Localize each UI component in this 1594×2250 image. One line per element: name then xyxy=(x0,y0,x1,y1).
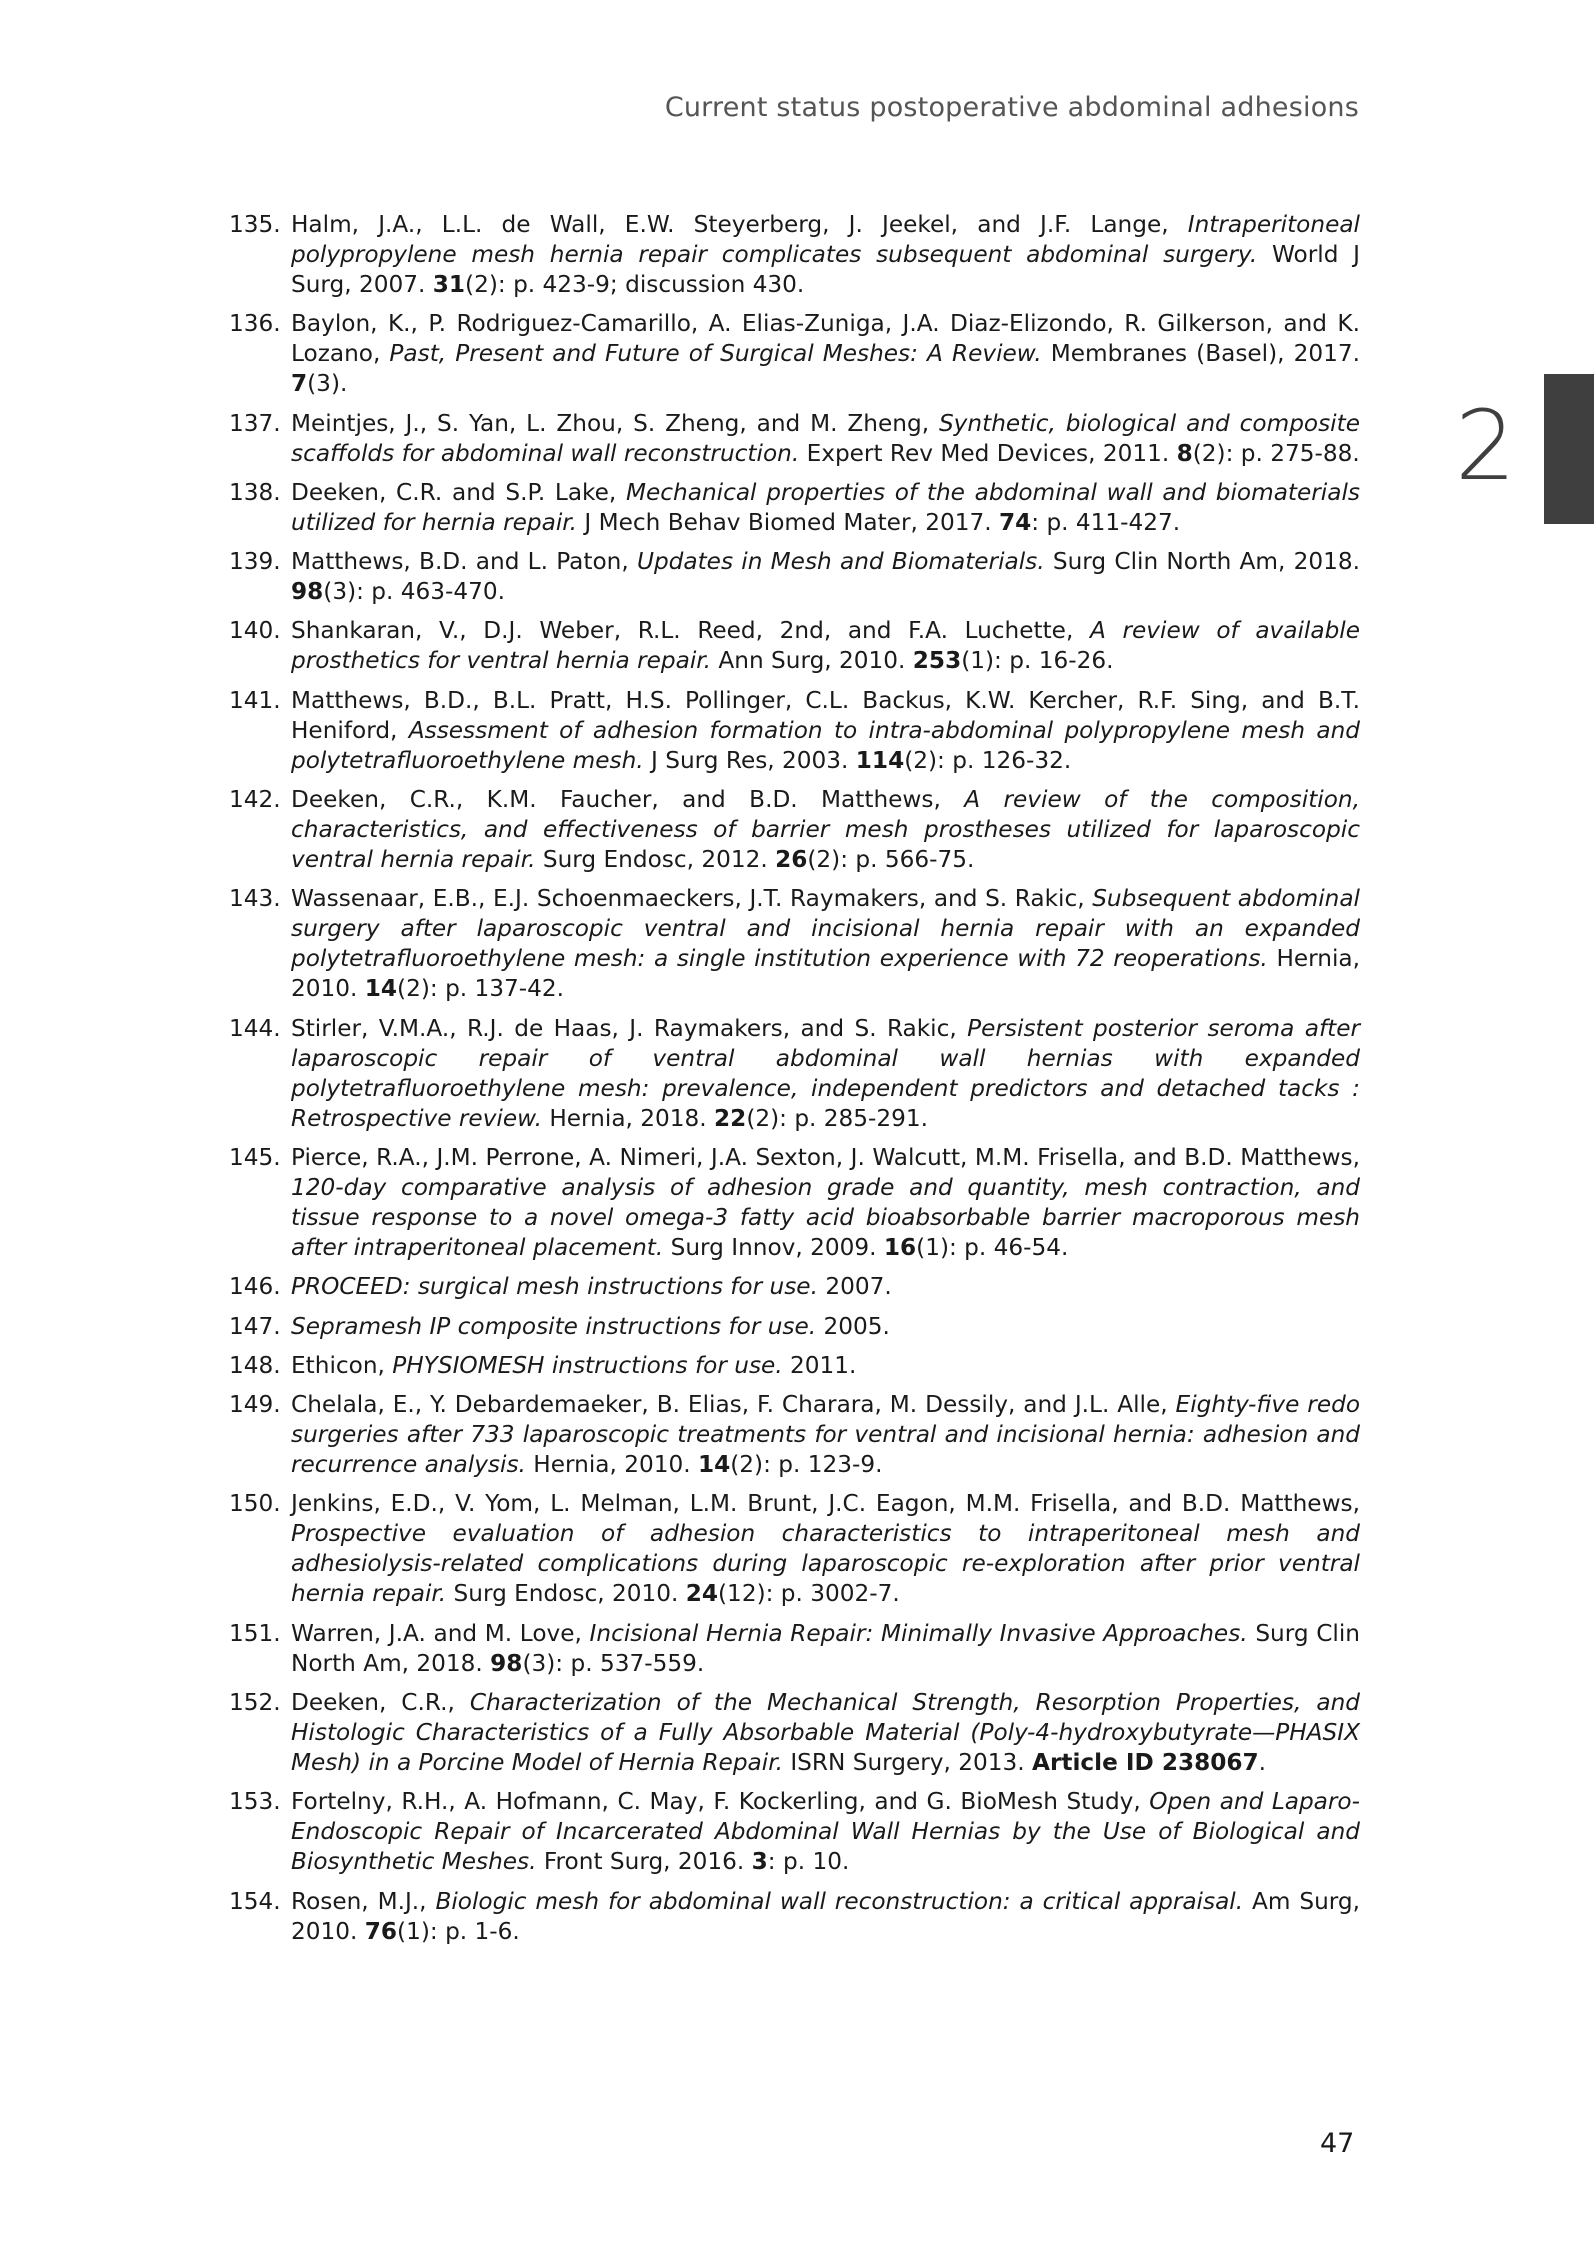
reference-pages: (2): p. 275-88. xyxy=(1192,439,1360,467)
reference-item xyxy=(229,686,1360,776)
reference-item xyxy=(229,1688,1360,1778)
reference-source: Hernia, 2010. xyxy=(291,945,1360,1003)
reference-title: Subsequent abdominal surgery after laparoscopic ventral and incisional hernia repair with an expanded polytetrafluoroethylene mesh: a single institution experience with 72 reoperations. xyxy=(291,885,1360,973)
reference-pages: (2): p. 126-32. xyxy=(904,746,1072,774)
reference-pages: (3): p. 537-559. xyxy=(522,1649,705,1677)
reference-number: 141. xyxy=(229,686,281,714)
running-header: Current status postoperative abdominal adhesions xyxy=(664,92,1359,123)
reference-volume: 26 xyxy=(775,846,808,874)
reference-title: Biologic mesh for abdominal wall reconstruction: a critical appraisal. xyxy=(435,1887,1244,1915)
reference-title: Persistent posterior seroma after laparoscopic repair of ventral abdominal wall hernias with expanded polytetrafluoroethylene mesh: prevalence, independent predictors and detached tacks : Retrospective review. xyxy=(291,1014,1360,1132)
reference-list xyxy=(229,210,1360,1956)
reference-title: Intraperitoneal polypropylene mesh hernia repair complicates subsequent abdominal surgery. xyxy=(291,211,1360,268)
reference-volume: 7 xyxy=(291,370,308,398)
reference-item xyxy=(229,1787,1360,1877)
reference-authors: Matthews, B.D., B.L. Pratt, H.S. Pollinger, C.L. Backus, K.W. Kercher, R.F. Sing, and B.T. Heniford, xyxy=(291,686,1360,744)
reference-item xyxy=(229,1351,1360,1381)
reference-authors: Deeken, C.R., xyxy=(291,1689,470,1717)
reference-number: 144. xyxy=(229,1014,281,1042)
reference-number: 135. xyxy=(229,211,281,238)
reference-source: Surg Endosc, 2012. xyxy=(535,846,776,874)
reference-item xyxy=(229,1312,1360,1342)
reference-volume: 114 xyxy=(855,746,905,774)
reference-title: Prospective evaluation of adhesion characteristics to intraperitoneal mesh and adhesiolysis-related complications during laparoscopic re-exploration after prior ventral hernia repair. xyxy=(291,1520,1360,1608)
reference-source: Membranes (Basel), 2017. xyxy=(1041,340,1360,368)
reference-title: A review of the composition, characteristics, and effectiveness of barrier mesh prostheses utilized for laparoscopic ventral hernia repair. xyxy=(291,786,1360,874)
reference-title: Synthetic, biological and composite scaffolds for abdominal wall reconstruction. xyxy=(291,409,1360,467)
reference-authors: Matthews, B.D. and L. Paton, xyxy=(291,548,637,576)
reference-source: Surg Endosc, 2010. xyxy=(446,1580,686,1608)
reference-pages: (2): p. 285-291. xyxy=(746,1104,929,1132)
reference-source: Am Surg, 2010. xyxy=(291,1887,1360,1945)
reference-source: Surg Clin North Am, 2018. xyxy=(1044,548,1361,576)
reference-authors: Rosen, M.J., xyxy=(291,1887,436,1915)
reference-title: Incisional Hernia Repair: Minimally Invasive Approaches. xyxy=(589,1619,1248,1647)
reference-volume: 253 xyxy=(912,647,962,675)
reference-authors: Ethicon, xyxy=(291,1351,393,1379)
reference-item xyxy=(229,1014,1360,1134)
reference-volume: Article ID 238067 xyxy=(1032,1749,1259,1777)
reference-title: 120-day comparative analysis of adhesion grade and quantity, mesh contraction, and tissue response to a novel omega-3 fatty acid bioabsorbable barrier macroporous mesh after intraperitoneal placement. xyxy=(291,1173,1360,1261)
reference-authors: Halm, J.A., L.L. de Wall, E.W. Steyerberg, J. Jeekel, and J.F. Lange, xyxy=(291,211,1188,238)
reference-item xyxy=(229,1143,1360,1263)
reference-number: 140. xyxy=(229,617,281,645)
reference-item xyxy=(229,1390,1360,1480)
reference-title: Sepramesh IP composite instructions for use. xyxy=(291,1312,817,1340)
reference-volume: 31 xyxy=(432,271,466,298)
reference-item xyxy=(229,1887,1360,1947)
reference-number: 139. xyxy=(229,548,281,576)
reference-source: Hernia, 2010. xyxy=(525,1451,698,1479)
reference-title: Past, Present and Future of Surgical Meshes: A Review. xyxy=(389,340,1042,368)
reference-item xyxy=(229,210,1360,300)
reference-volume: 76 xyxy=(364,1917,398,1945)
reference-authors: Chelala, E., Y. Debardemaeker, B. Elias, F. Charara, M. Dessily, and J.L. Alle, xyxy=(291,1391,1176,1419)
reference-volume: 14 xyxy=(364,975,398,1003)
reference-volume: 16 xyxy=(883,1233,917,1261)
reference-pages: . xyxy=(1258,1749,1267,1777)
reference-item xyxy=(229,1489,1360,1609)
reference-number: 154. xyxy=(229,1887,281,1915)
reference-authors: Baylon, K., P. Rodriguez-Camarillo, A. Elias-Zuniga, J.A. Diaz-Elizondo, R. Gilkerson, and K. Lozano, xyxy=(291,310,1360,368)
reference-item xyxy=(229,547,1360,607)
chapter-tab xyxy=(1544,374,1594,524)
reference-pages: (12): p. 3002-7. xyxy=(718,1580,900,1608)
reference-source: Front Surg, 2016. xyxy=(536,1848,752,1876)
reference-pages: : p. 411-427. xyxy=(1031,508,1181,536)
reference-source: J Surg Res, 2003. xyxy=(643,746,856,774)
reference-pages: (1): p. 46-54. xyxy=(916,1233,1069,1261)
reference-authors: Warren, J.A. and M. Love, xyxy=(291,1619,590,1647)
reference-item xyxy=(229,409,1360,469)
reference-pages: (3). xyxy=(307,370,348,398)
reference-pages: : p. 10. xyxy=(767,1848,850,1876)
reference-item xyxy=(229,1272,1360,1302)
reference-number: 146. xyxy=(229,1273,281,1301)
reference-source: World J Surg, 2007. xyxy=(291,241,1361,298)
reference-source: Ann Surg, 2010. xyxy=(711,647,913,675)
reference-pages: (1): p. 1-6. xyxy=(397,1917,520,1945)
reference-pages: (2): p. 423-9; discussion 430. xyxy=(465,271,805,298)
reference-source: Expert Rev Med Devices, 2011. xyxy=(799,439,1177,467)
reference-source: Surg Innov, 2009. xyxy=(663,1233,884,1261)
reference-volume: 8 xyxy=(1176,439,1193,467)
reference-volume: 3 xyxy=(751,1848,768,1876)
reference-item xyxy=(229,884,1360,1004)
reference-number: 152. xyxy=(229,1689,281,1717)
reference-item xyxy=(229,1619,1360,1679)
reference-authors: Wassenaar, E.B., E.J. Schoenmaeckers, J.T. Raymakers, and S. Rakic, xyxy=(291,885,1093,913)
reference-authors: Deeken, C.R., K.M. Faucher, and B.D. Matthews, xyxy=(291,786,965,814)
reference-volume: 98 xyxy=(291,578,324,606)
reference-title: A review of available prosthetics for ventral hernia repair. xyxy=(291,617,1361,675)
reference-authors: Pierce, R.A., J.M. Perrone, A. Nimeri, J.A. Sexton, J. Walcutt, M.M. Frisella, and B.D. Matthews, xyxy=(291,1143,1360,1171)
reference-number: 136. xyxy=(229,310,281,338)
reference-number: 148. xyxy=(229,1351,281,1379)
reference-number: 147. xyxy=(229,1312,281,1340)
reference-source: 2005. xyxy=(816,1312,890,1340)
reference-source: J Mech Behav Biomed Mater, 2017. xyxy=(577,508,999,536)
reference-volume: 98 xyxy=(490,1649,523,1677)
reference-pages: (2): p. 137-42. xyxy=(397,975,565,1003)
reference-item xyxy=(229,785,1360,875)
reference-item xyxy=(229,616,1360,676)
reference-item xyxy=(229,309,1360,399)
reference-source: 2011. xyxy=(782,1351,857,1379)
reference-source: Hernia, 2018. xyxy=(541,1104,715,1132)
reference-pages: (1): p. 16-26. xyxy=(961,647,1114,675)
reference-authors: Fortelny, R.H., A. Hofmann, C. May, F. Kockerling, and G. BioMesh Study, xyxy=(291,1788,1150,1816)
reference-title: Updates in Mesh and Biomaterials. xyxy=(636,548,1045,576)
reference-title: Mechanical properties of the abdominal wall and biomaterials utilized for hernia repair. xyxy=(291,478,1360,536)
reference-authors: Stirler, V.M.A., R.J. de Haas, J. Raymakers, and S. Rakic, xyxy=(291,1014,968,1042)
reference-volume: 74 xyxy=(998,508,1032,536)
reference-source: 2007. xyxy=(817,1273,892,1301)
reference-title: PROCEED: surgical mesh instructions for use. xyxy=(291,1273,818,1301)
reference-number: 143. xyxy=(229,885,281,913)
reference-pages: (3): p. 463-470. xyxy=(323,578,506,606)
reference-number: 142. xyxy=(229,786,281,814)
reference-item xyxy=(229,478,1360,538)
reference-volume: 14 xyxy=(697,1451,731,1479)
reference-number: 137. xyxy=(229,409,281,437)
reference-source: Surg Clin North Am, 2018. xyxy=(291,1619,1361,1677)
reference-number: 151. xyxy=(229,1619,281,1647)
reference-authors: Shankaran, V., D.J. Weber, R.L. Reed, 2nd, and F.A. Luchette, xyxy=(291,617,1090,645)
reference-number: 150. xyxy=(229,1490,281,1518)
chapter-number: 2 xyxy=(1455,390,1517,502)
reference-authors: Meintjes, J., S. Yan, L. Zhou, S. Zheng, and M. Zheng, xyxy=(291,409,939,437)
reference-number: 153. xyxy=(229,1788,281,1816)
reference-source: ISRN Surgery, 2013. xyxy=(782,1749,1032,1777)
reference-title: Assessment of adhesion formation to intra-abdominal polypropylene mesh and polytetrafluoroethylene mesh. xyxy=(291,716,1360,774)
reference-pages: (2): p. 123-9. xyxy=(730,1451,883,1479)
reference-pages: (2): p. 566-75. xyxy=(807,846,975,874)
reference-title: Eighty-five redo surgeries after 733 laparoscopic treatments for ventral and incisional hernia: adhesion and recurrence analysis. xyxy=(291,1391,1360,1479)
reference-volume: 22 xyxy=(714,1104,747,1132)
reference-authors: Deeken, C.R. and S.P. Lake, xyxy=(291,478,627,506)
reference-authors: Jenkins, E.D., V. Yom, L. Melman, L.M. Brunt, J.C. Eagon, M.M. Frisella, and B.D. Matthews, xyxy=(291,1490,1360,1518)
page-number: 47 xyxy=(1320,2128,1355,2159)
reference-number: 138. xyxy=(229,478,281,506)
reference-number: 149. xyxy=(229,1391,281,1419)
reference-title: PHYSIOMESH instructions for use. xyxy=(392,1351,783,1379)
reference-title: Characterization of the Mechanical Strength, Resorption Properties, and Histologic Characteristics of a Fully Absorbable Material (Poly-4-hydroxybutyrate—PHASIX Mesh) in a Porcine Model of Hernia Repair. xyxy=(291,1689,1360,1777)
reference-title: Open and Laparo-Endoscopic Repair of Incarcerated Abdominal Wall Hernias by the Use of Biological and Biosynthetic Meshes. xyxy=(291,1788,1360,1876)
reference-volume: 24 xyxy=(685,1580,719,1608)
reference-number: 145. xyxy=(229,1143,281,1171)
